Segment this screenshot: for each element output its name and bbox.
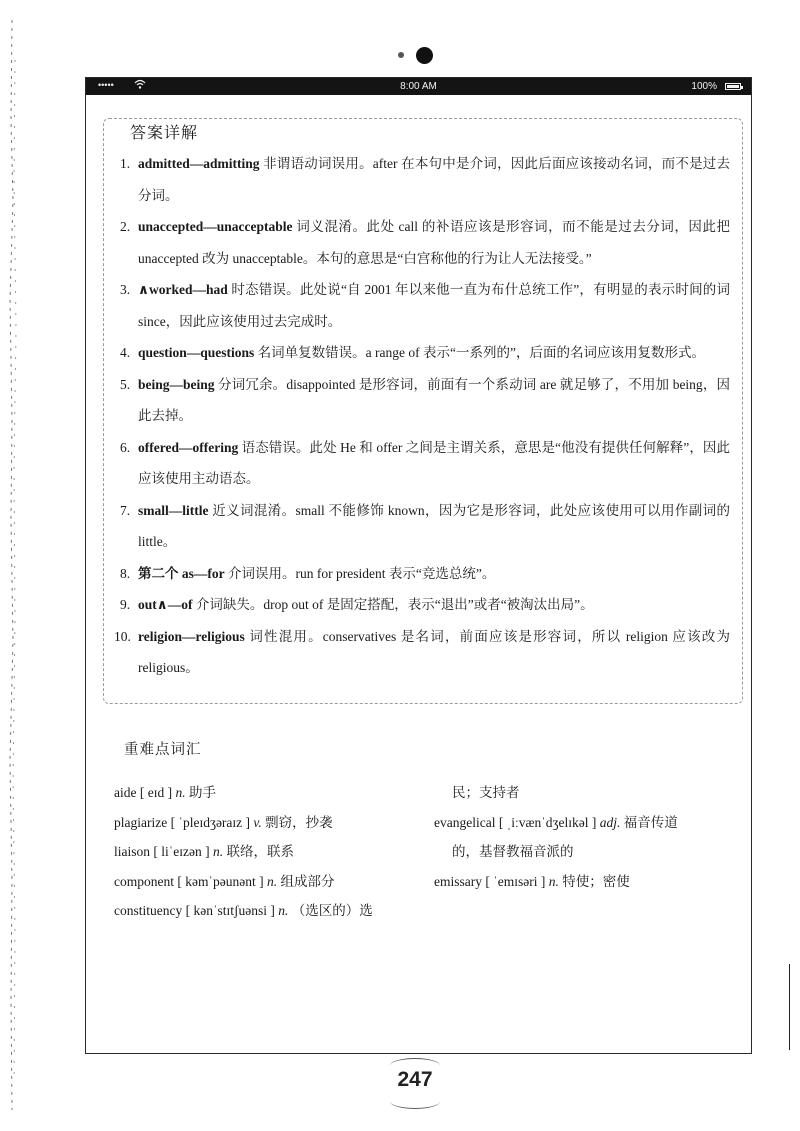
correction: 第二个 as—for	[138, 565, 225, 581]
signal-strength: •••••	[98, 80, 114, 90]
vocab-pos: n.	[175, 785, 186, 800]
answer-number: 6.	[120, 439, 131, 455]
explanation: 分词冗余。disappointed 是形容词，前面有一个系动词 are 就足够了，不用加 being，因此去掉。	[138, 376, 730, 423]
vocab-meaning: 助手	[188, 785, 216, 800]
vocab-ipa: [ ˈemɪsəri ]	[485, 873, 546, 889]
answer-number: 1.	[120, 156, 131, 171]
answer-number: 9.	[120, 597, 131, 612]
vocab-column-left	[114, 778, 424, 926]
vocab-meaning: 组成部分	[280, 873, 335, 889]
vocab-word: liaison	[114, 844, 150, 859]
binding-edge	[0, 0, 24, 1131]
vocab-entry	[114, 837, 424, 867]
answer-number: 3.	[120, 282, 131, 297]
vocab-pos: n.	[212, 844, 224, 859]
answer-item	[112, 369, 730, 432]
answer-item	[112, 211, 730, 274]
answer-item	[112, 558, 730, 590]
explanation: 介词缺失。drop out of 是固定搭配，表示“退出”或者“被淘汰出局”。	[192, 597, 594, 612]
explanation: 近义词混淆。small 不能修饰 known，因为它是形容词，此处应该使用可以用作副词的 little。	[138, 502, 730, 549]
correction: unaccepted—unacceptable	[138, 219, 293, 234]
edge-line	[789, 964, 790, 1050]
vocab-ipa: [ kəmˈpəunənt ]	[177, 873, 264, 889]
vocab-word: emissary	[434, 873, 482, 889]
vocab-entry	[114, 778, 424, 808]
vocab-meaning: 特使；密使	[562, 873, 630, 889]
vocab-word: component	[114, 873, 174, 889]
vocab-word: aide	[114, 785, 137, 800]
correction: question—questions	[138, 345, 255, 360]
answer-number: 5.	[120, 376, 131, 392]
correction: ∧worked—had	[138, 282, 228, 297]
correction: being—being	[138, 376, 215, 392]
correction: religion—religious	[138, 628, 245, 644]
answer-number: 8.	[120, 565, 131, 581]
vocab-ipa: [ ˌiːvænˈdʒelɪkəl ]	[498, 814, 597, 830]
status-time: 8:00 AM	[400, 81, 437, 92]
camera-sensor	[398, 52, 404, 58]
vocab-meaning: 联络，联系	[226, 844, 294, 859]
answer-item	[112, 495, 730, 558]
vocab-pos: adj.	[599, 814, 621, 830]
answer-item	[112, 274, 730, 337]
vocab-ipa: [ liˈeɪzən ]	[153, 844, 210, 859]
vocab-continuation: 的，基督教福音派的	[452, 844, 574, 859]
answer-section-title: 答案详解	[124, 120, 204, 143]
vocab-ipa: [ eɪd ]	[139, 785, 173, 800]
battery-percent: 100%	[691, 81, 717, 92]
vocab-pos: v.	[253, 814, 262, 830]
vocab-word: evangelical	[434, 814, 496, 830]
vocab-meaning: 剽窃，抄袭	[265, 814, 333, 830]
explanation: 词义混淆。此处 call 的补语应该是形容词，而不能是过去分词，因此把 unaccepted 改为 unacceptable。本句的意思是“白宫称他的行为让人无法接受。”	[138, 219, 730, 266]
answer-item	[112, 589, 730, 621]
vocab-section-title: 重难点词汇	[124, 742, 202, 758]
vocab-entry	[114, 896, 424, 926]
vocab-entry	[114, 808, 424, 838]
explanation: 语态错误。此处 He 和 offer 之间是主谓关系，意思是“他没有提供任何解释”，因此应该使用主动语态。	[138, 439, 730, 486]
answer-item	[112, 337, 730, 369]
vocab-meaning: 福音传道	[623, 814, 678, 830]
battery-icon	[725, 83, 741, 90]
answer-number: 7.	[120, 502, 131, 518]
vocab-meaning: （选区的）选	[291, 903, 373, 918]
vocab-entry	[434, 808, 730, 838]
answer-list	[112, 148, 730, 684]
vocab-pos: n.	[548, 873, 559, 889]
vocab-word: plagiarize	[114, 814, 168, 830]
answer-item	[112, 148, 730, 211]
answer-number: 10.	[114, 628, 131, 644]
explanation: 介词误用。run for president 表示“竞选总统”。	[224, 565, 496, 581]
status-bar	[86, 78, 751, 95]
vocab-continuation: 民；支持者	[452, 785, 520, 800]
answer-number: 4.	[120, 345, 131, 360]
vocab-column-right	[434, 778, 730, 896]
vocab-pos: n.	[278, 903, 289, 918]
explanation: 时态错误。此处说“自 2001 年以来他一直为布什总统工作”，有明显的表示时间的词 since，因此应该使用过去完成时。	[138, 282, 730, 329]
explanation: 非谓语动词误用。after 在本句中是介词，因此后面应该接动名词，而不是过去分词。	[138, 156, 730, 203]
vocab-entry	[434, 867, 730, 897]
correction: offered—offering	[138, 439, 239, 455]
camera-lens	[416, 47, 433, 64]
explanation: 词性混用。conservatives 是名词，前面应该是形容词，所以 religion 应该改为 religious。	[138, 628, 730, 675]
correction: admitted—admitting	[138, 156, 260, 171]
vocab-word: constituency	[114, 903, 183, 918]
page-number-ornament-bottom	[390, 1094, 440, 1109]
explanation: 名词单复数错误。a range of 表示“一系列的”，后面的名词应该用复数形式。	[254, 345, 705, 360]
answer-item	[112, 621, 730, 684]
vocab-entry	[114, 867, 424, 897]
page-number: 247	[397, 1068, 433, 1091]
answer-number: 2.	[120, 219, 131, 234]
vocab-ipa: [ kənˈstɪtʃuənsi ]	[185, 903, 275, 918]
answer-item	[112, 432, 730, 495]
correction: small—little	[138, 502, 209, 518]
correction: out∧—of	[138, 597, 193, 612]
vocab-pos: n.	[266, 873, 278, 889]
vocab-ipa: [ ˈpleɪdʒəraɪz ]	[170, 814, 251, 830]
